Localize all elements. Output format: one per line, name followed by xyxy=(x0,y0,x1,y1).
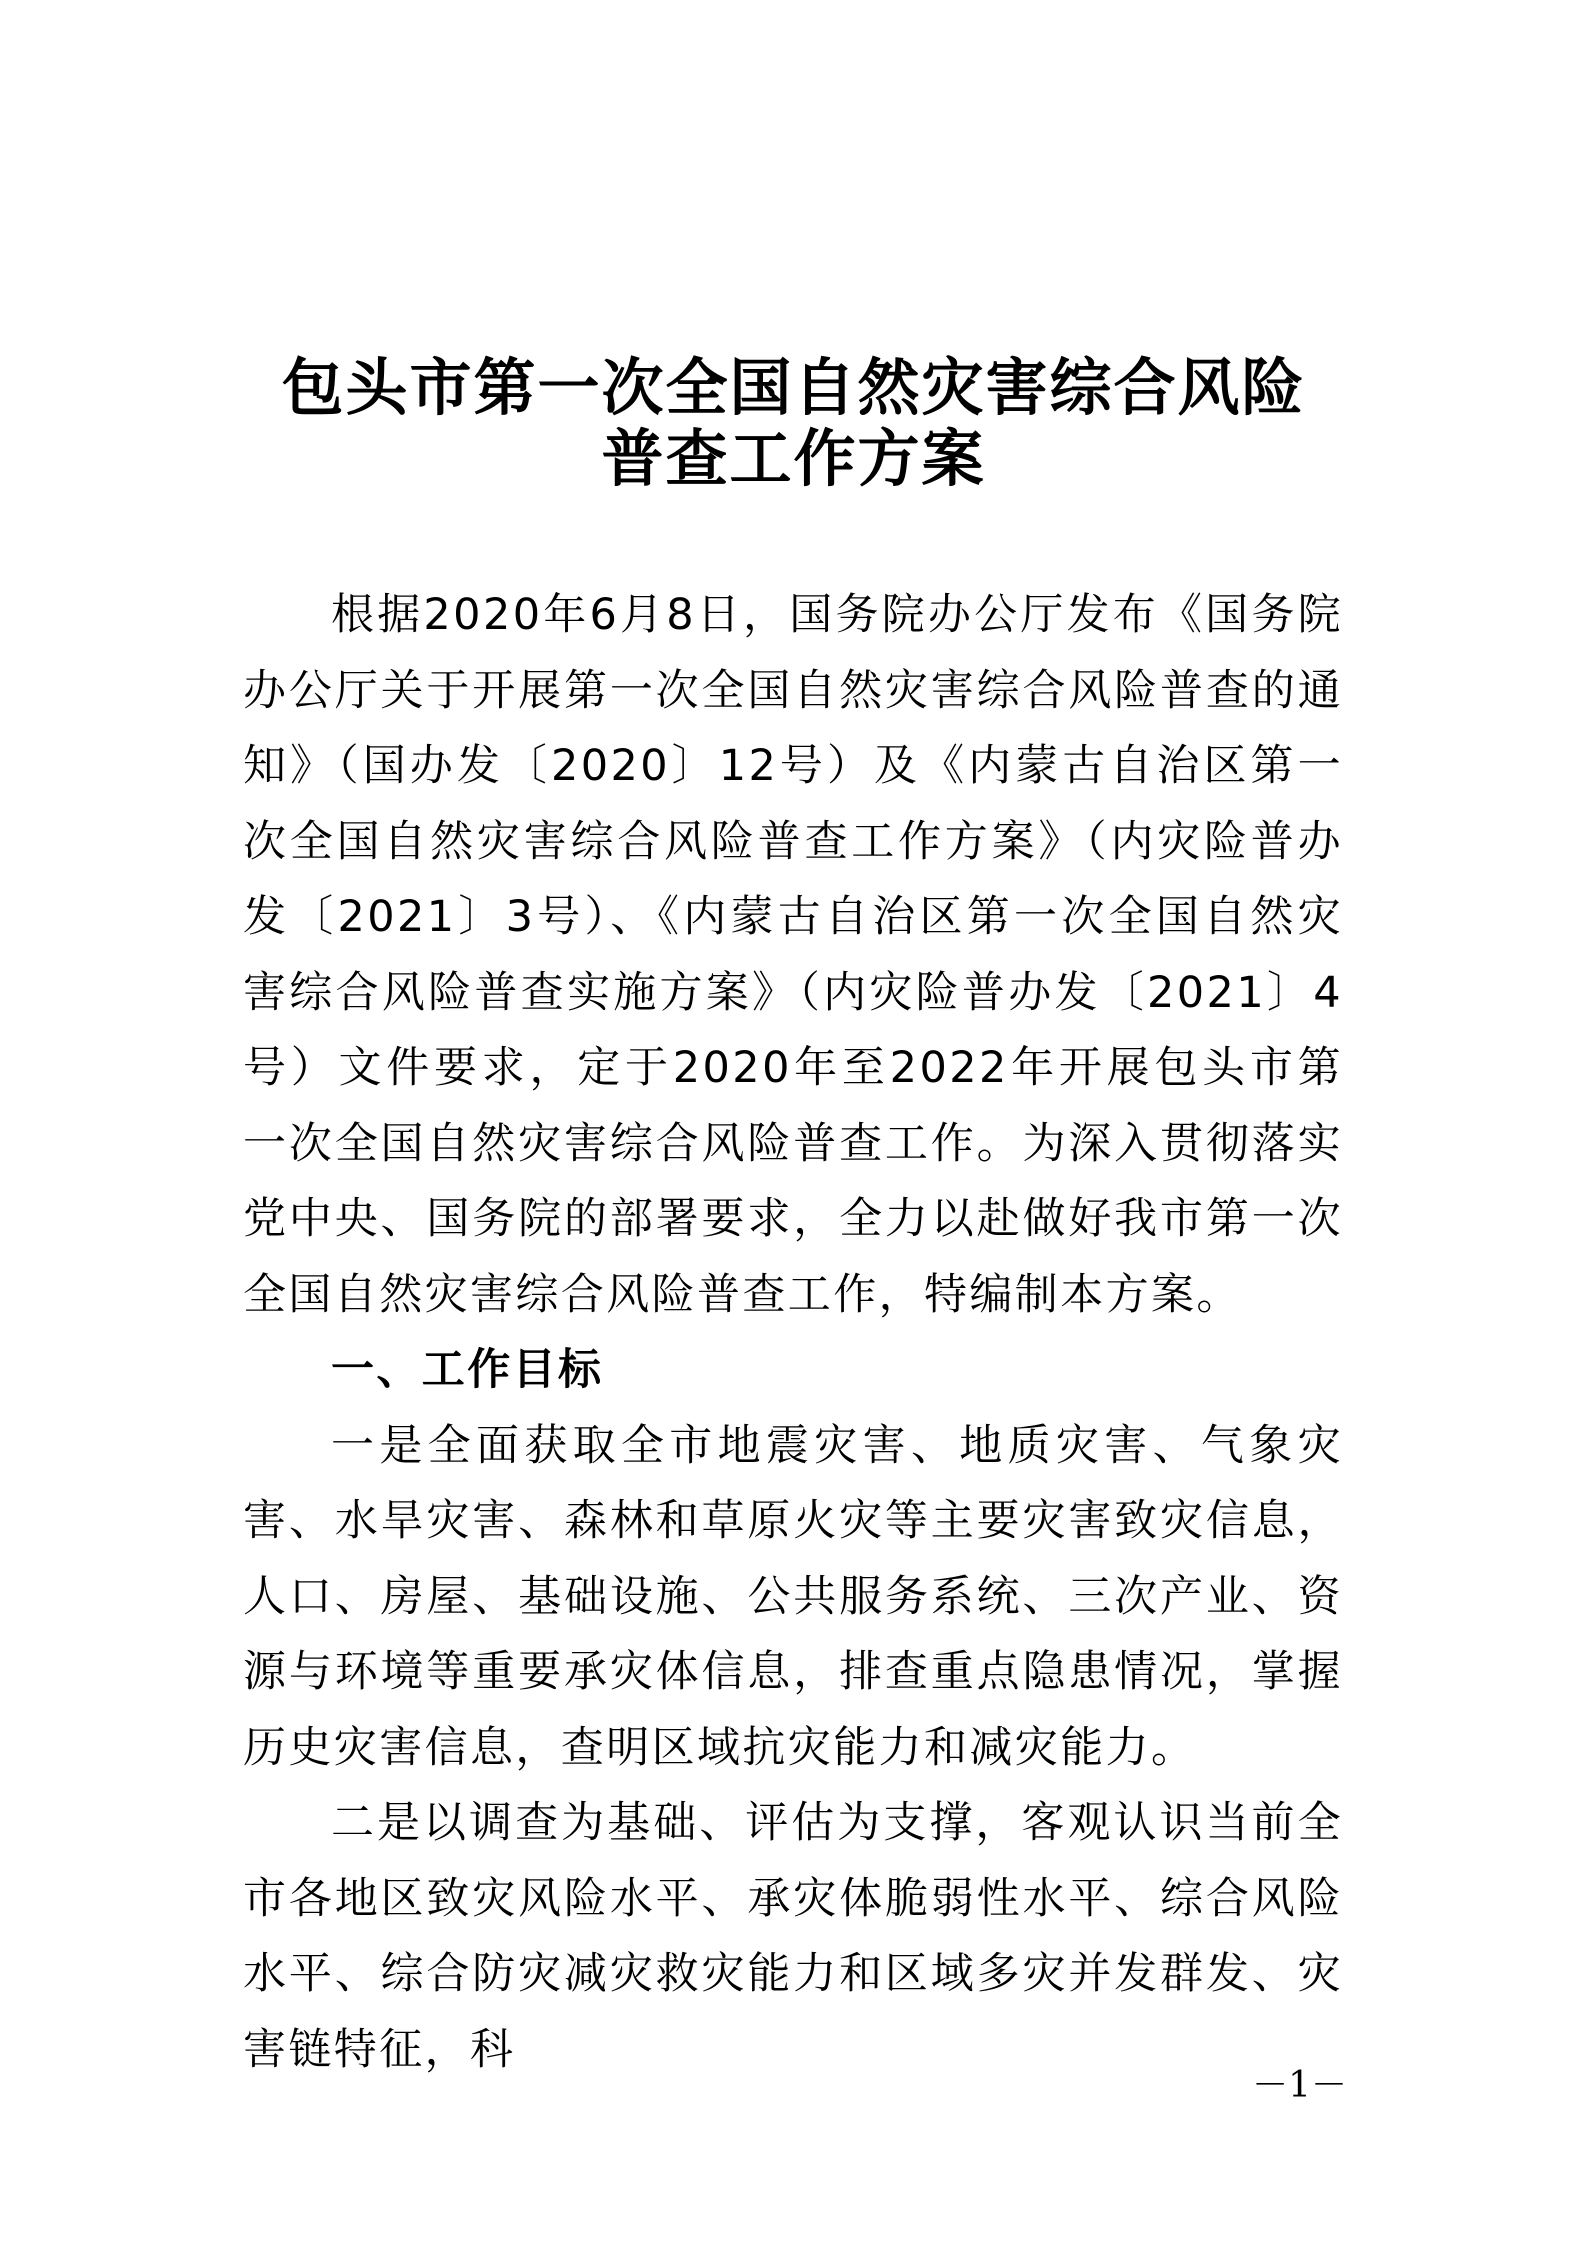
goal-paragraph-2: 二是以调查为基础、评估为支撑，客观认识当前全市各地区致灾风险水平、承灾体脆弱性水平、综合风险水平、综合防灾减灾救灾能力和区域多灾并发群发、灾害链特征，科 xyxy=(243,1798,1343,2075)
page-number: －1－ xyxy=(1252,2065,1347,2106)
intro-paragraph: 根据2020年6月8日，国务院办公厅发布《国务院办公厅关于开展第一次全国自然灾害综合风险普查的通知》（国办发〔2020〕12号）及《内蒙古自治区第一次全国自然灾害综合风险普查工作方案》（内灾险普办发〔2021〕3号）、《内蒙古自治区第一次全国自然灾害综合风险普查实施方案》（内灾险普办发〔2021〕4号）文件要求，定于2020年至2022年开展包头市第一次全国自然灾害综合风险普查工作。为深入贯彻落实党中央、国务院的部署要求，全力以赴做好我市第一次全国自然灾害综合风险普查工作，特编制本方案。 xyxy=(243,590,1343,1320)
document-title-line-2: 普查工作方案 xyxy=(601,422,986,495)
section-heading-work-goals: 一、工作目标 xyxy=(331,1345,604,1395)
document-body xyxy=(243,578,1343,2088)
goal-paragraph-1: 一是全面获取全市地震灾害、地质灾害、气象灾害、水旱灾害、森林和草原火灾等主要灾害致灾信息，人口、房屋、基础设施、公共服务系统、三次产业、资源与环境等重要承灾体信息，排查重点隐患情况，掌握历史灾害信息，查明区域抗灾能力和减灾能力。 xyxy=(243,1420,1343,1773)
document-title-line-1: 包头市第一次全国自然灾害综合风险 xyxy=(281,351,1306,424)
